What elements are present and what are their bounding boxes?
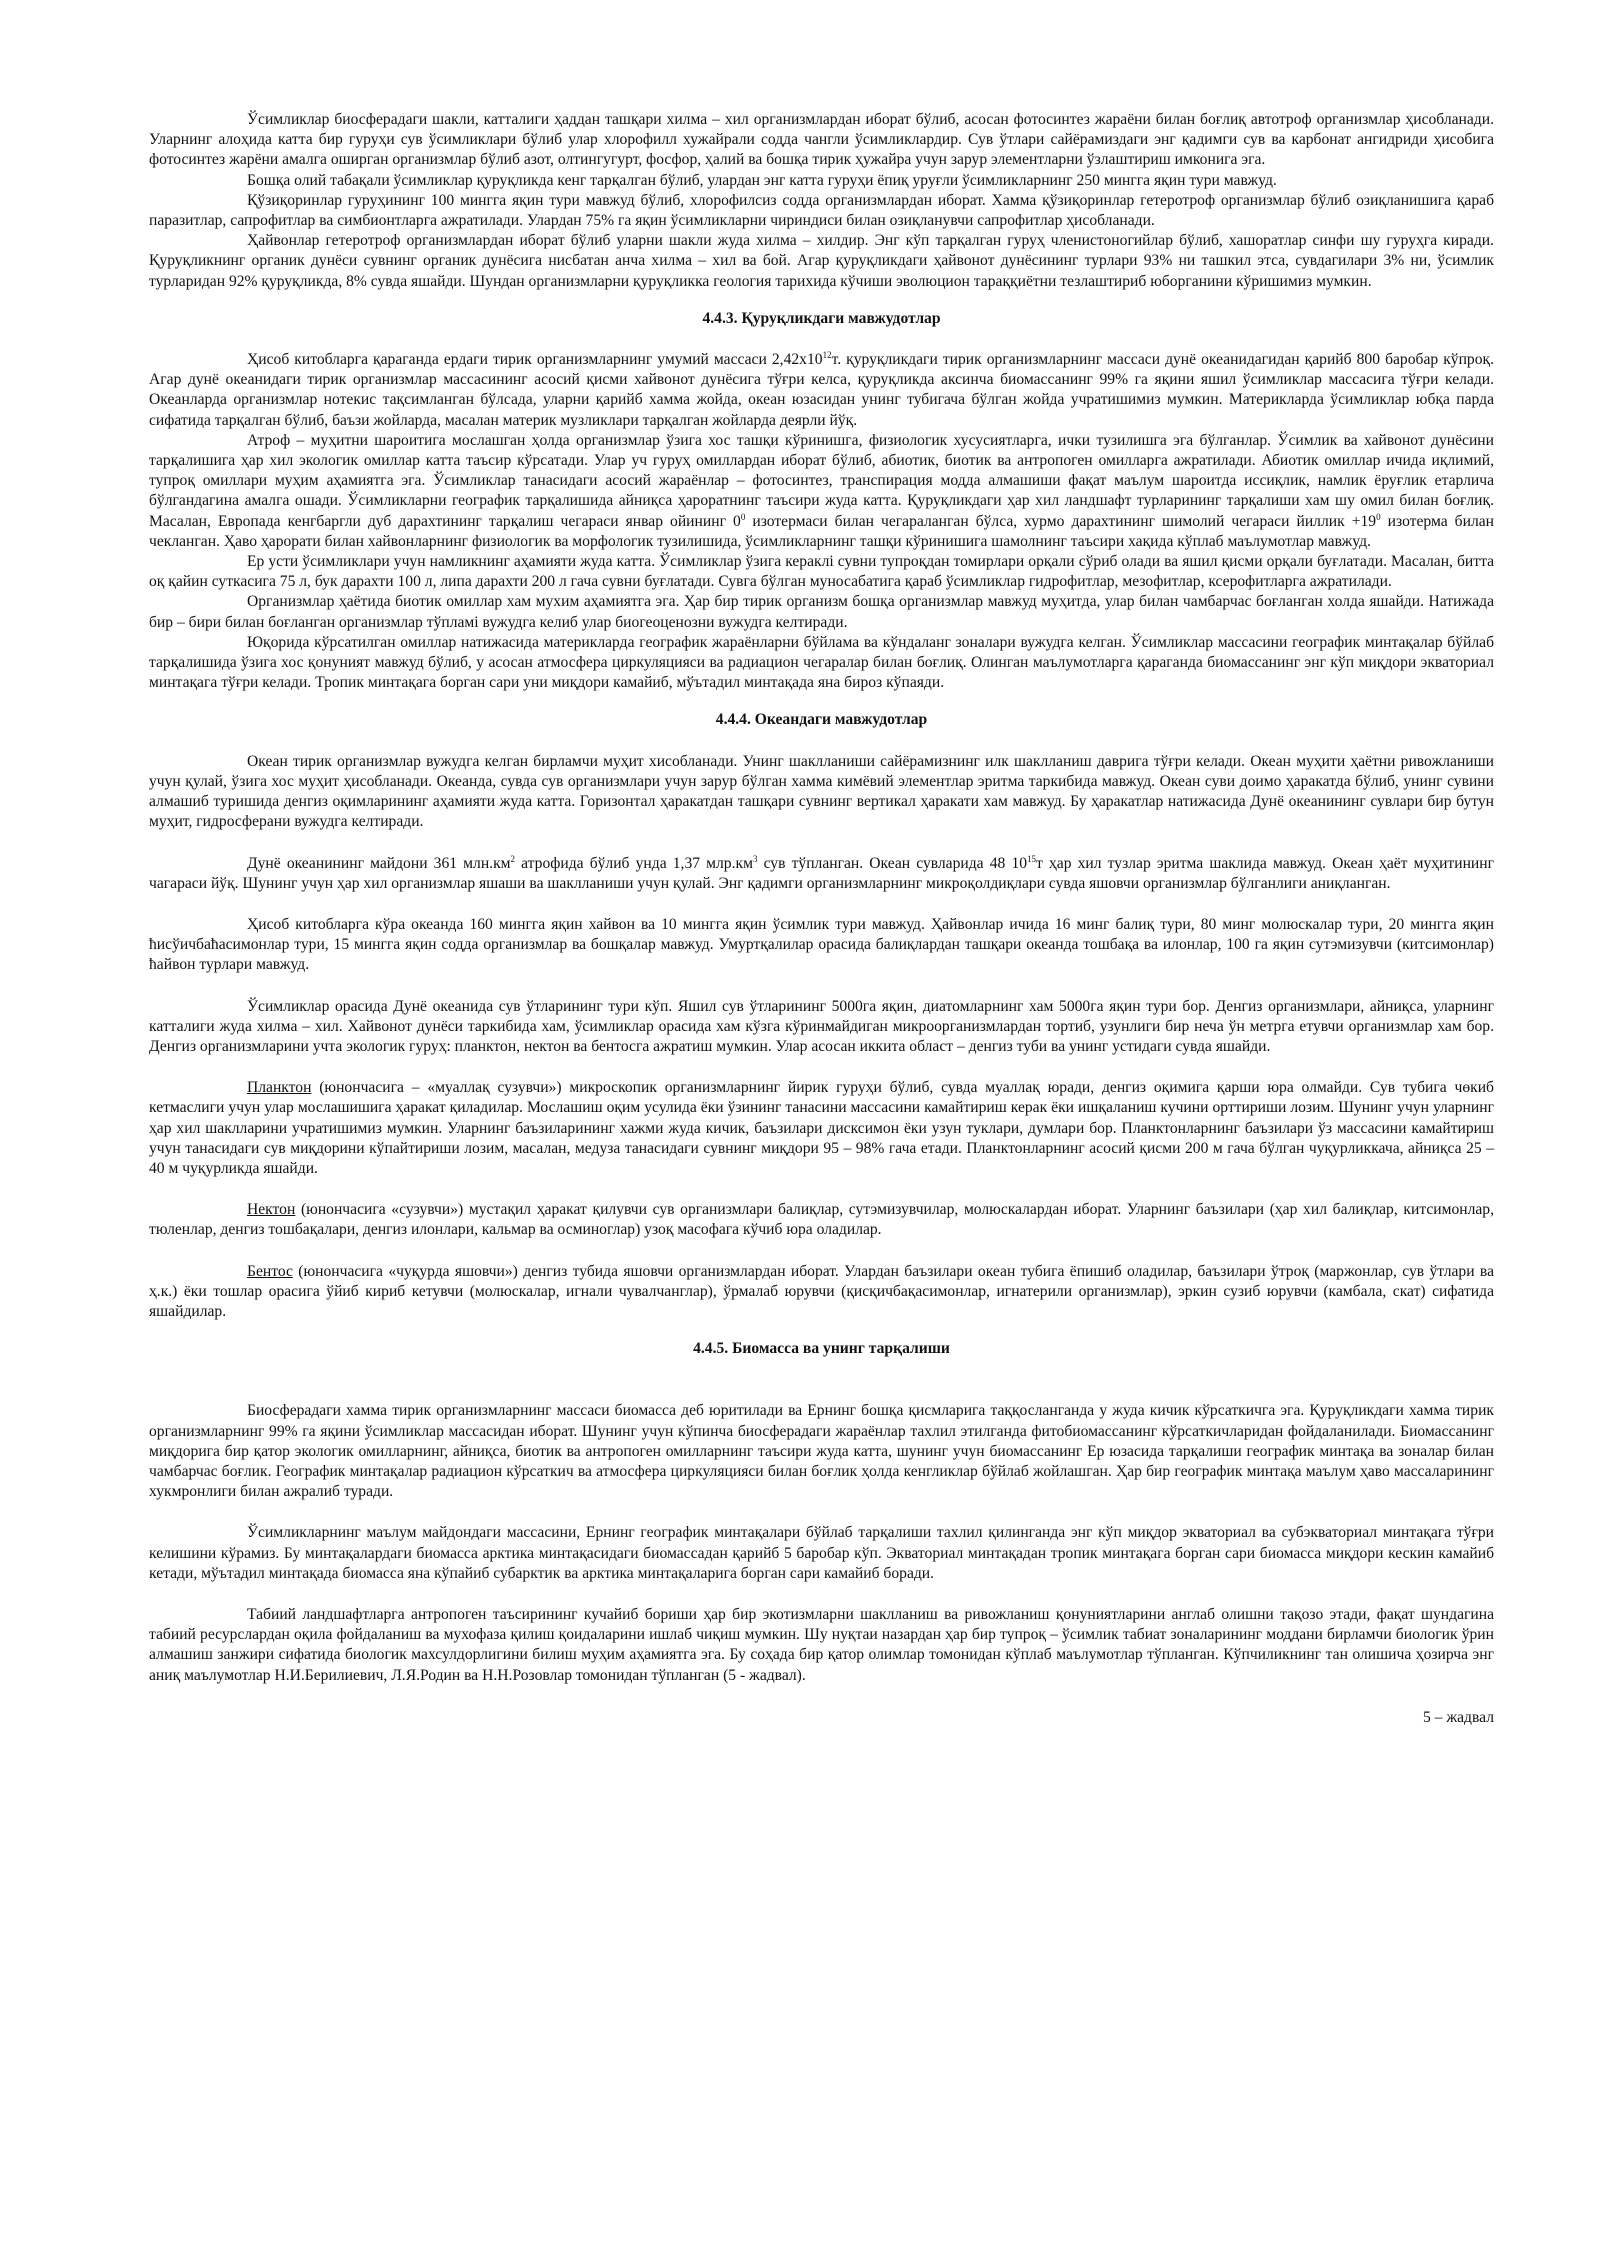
paragraph-moisture: Ер усти ўсимликлари учун намликнинг аҳамияти жуда катта. Ўсимликлар ўзига кераклi сувни тупроқдан томирлари орқали сўриб олади ва яшил қисми орқали буғлатади. Масалан, битта оқ қайин суткасига 75 л, бук дарахти 100 л, липа дарахти 200 л гача сувни буғлатади. Сувга бўлган муносабатига қараб ўсимликлар гидрофитлар, мезофитлар, ксерофитларга ажратилади. [149, 553, 1494, 591]
paragraph-animals: Ҳайвонлар гетеротроф организмлардан иборат бўлиб уларни шакли жуда хилма – хилдир. Энг кўп тарқалган гуруҳ членистоногийлар бўлиб, хашоратлар синфи шу гуруҳга киради. Қуруқликнинг органик дунёси сувнинг органик дунёсига нисбатан анча хилма – хил ва бой. Агар қуруқликдаги ҳайвонот дунёсининг турлари 93% ни ташкил этса, сувдагилари 3% ни, ўсимлик турларидан 92% қуруқликда, 8% сувда яшайди. Шундан организмларни қуруқликка геология тарихида кўчиши эволюцион тараққиётни тезлаштириб юборганини кўришимиз мумкин. [149, 232, 1494, 290]
paragraph-plants-intro: Ўсимликлар биосферадаги шакли, катталиги ҳаддан ташқари хилма – хил организмлардан иборат бўлиб, асосан фотосинтез жараёни билан боғлиқ автотроф организмлар ҳисобланади. Уларнинг алоҳида катта бир гуруҳи сув ўсимликлари бўлиб улар хлорофилл хужайрали содда чангли ўсимликлардир. Сув ўтлари сайёрамиздаги энг қадимги сув ва карбонат ангидриди ҳисобига фотосинтез жарёни амалга оширган организмлар бўлиб азот, олтингугурт, фосфор, ҳалий ва бошқа тирик ҳужайра учун зарур элементларни ўзлаштириш имконига эга. [149, 111, 1494, 169]
paragraph-ocean-plants: Ўсимликлар орасида Дунё океанида сув ўтларининг тури кўп. Яшил сув ўтларининг 5000га яқин, диатомларнинг хам 5000га яқин тури бор. Денгиз организмлари, айниқса, уларнинг катталиги жуда хилма – хил. Хайвонот дунёси таркибида хам, ўсимликлар орасида хам кўзга кўринмайдиган микроорганизмлардан тортиб, узунлиги бир неча ўн метрга етувчи организмлар хам бор. Денгиз организмларини учта экологик гуруҳ: планктон, нектон ва бентосга ажратиш мумкин. Улар асосан иккита област – денгиз туби ва унинг устидаги сувда яшайди. [149, 997, 1494, 1055]
term-benthos: Бентос [247, 1262, 293, 1280]
paragraph-land-biomass: Ҳисоб китобларга қараганда ердаги тирик организмларнинг умумий массаси $2,42х10^{12}т$. қуруқликдаги тирик организмларнинг массаси дунё океанидагидан қарийб 800 баробар кўпроқ. Агар дунё океанидаги тирик организмлар массасининг асосий қисми хайвонот дунёсига тўғри келса, қуруқликда аксинча биомассанинг 99% га яқини яшил ўсимликлар массасига тўғри келади. Океанларда организмлар нотекис тақсимланган бўлсада, уларни қарийб хамма жойда, океан юзасидан унинг тубигача бўлган жойда учратишимиз мумкин. Материкларда ўсимликлар юбқа парда сифатида тарқалган бўлиб, баъзи жойларда, масалан материк музликлари тарқалган жойларда деярли йўқ. [149, 349, 1494, 429]
paragraph-biomass-distribution: Ўсимликларнинг маълум майдондаги массасини, Ернинг географик минтақалари бўйлаб тарқалиши тахлил қилинганда энг кўп миқдор экваториал ва субэкваториал минтақага тўғри келишини кўрамиз. Бу минтақалардаги биомасса арктика минтақасидаги биомассадан қарийб 5 баробар кўп. Экваториал минтақадан тропик минтақага борган сари биомасса миқдори кескин камайиб кетади, мўътадил минтақада биомасса яна кўпайиб субарктик ва арктика минтақаларига борган сари камайиб боради. [149, 1524, 1494, 1582]
table-reference: 5 – жадвал [1422, 1708, 1494, 1726]
paragraph-benthos: Бентос (юнончасига «чуқурда яшовчи») денгиз тубида яшовчи организмлардан иборат. Улардан баъзилари океан тубига ёпишиб оладилар, баъзилари ўтроқ (маржонлар, сув ўтлари ва ҳ.к.) ёки тошлар орасига ўйиб кириб кетувчи (молюскалар, игнали чувалчанглар), ўрмалаб юрувчи (қисқичбақасимонлар, игнатерили организмлар), эркин сузиб юрувчи (камбала, скат) сифатида яшайдилар. [149, 1262, 1494, 1320]
paragraph-biotic-factors: Организмлар ҳаётида биотик омиллар хам мухим аҳамиятга эга. Ҳар бир тирик организм бошқа организмлар мавжуд муҳитда, улар билан чамбарчас боғланган холда яшайди. Натижада бир – бири билан боғланган организмлар тўпламi вужудга келиб улар биогеоценозни вужудга келтиради. [149, 593, 1494, 631]
section-heading-land: 4.4.3. Қуруқликдаги мавжудотлар [702, 309, 941, 327]
paragraph-biomass-definition: Биосферадаги хамма тирик организмларнинг массаси биомасса деб юритилади ва Ернинг бошқа қисмларига таққосланганда у жуда кичик кўрсаткичга эга. Қуруқликдаги хамма тирик организмларнинг 99% га яқини ўсимликлар массасидан иборат. Шунинг учун кўпинча биосферадаги жараёнлар тахлил этилганда фитобиомассанинг кўрсаткичларидан фойдаланилади. Биомассанинг миқдорига бир қатор экологик омилларнинг, айниқса, биотик ва антропоген омилларнинг таъсири жуда катта, шунинг учун биомассанинг Ер юзасида тарқалиши географик минтақа ва зоналар билан чамбарчас боғлик. Географик минтақалар радиацион кўрсаткич ва атмосфера циркуляцияси билан боғлик ҳолда кенгликлар бўйлаб жойлашган. Ҳар бир географик минтақа маълум ҳаво массаларининг хукмронлиги билан ажралиб туради. [149, 1402, 1494, 1501]
paragraph-fungi: Қўзиқоринлар гуруҳининг 100 мингга яқин тури мавжуд бўлиб, хлорофилсиз содда организмлардан иборат. Хамма қўзиқоринлар гетеротроф организмлар бўлиб озиқланишига қараб паразитлар, сапрофитлар ва симбионтларга ажратилади. Улардан 75% га яқин ўсимликларни чириндиси билан озиқланувчи сапрофитлар ҳисобланади. [149, 191, 1494, 230]
paragraph-plankton: Планктон (юнончасига – «муаллақ сузувчи») микроскопик организмларнинг йирик гуруҳи бўлиб, сувда муаллақ юради, денгиз оқимига қарши юра олмайди. Сув тубига чөкиб кетмаслиги учун улар мослашишига ҳаракат қиладилар. Мослашиш оқим усулида ёки ўзининг танасини массасини камайтириш керак ёки ишқаланиш кучини орттириши лозим. Шунинг учун уларнинг ҳар хил шаклларини учратишимиз мумкин. Уларнинг баъзиларининг хажми жуда кичик, баъзилари дисксимон ёки узун туклари, думлари бор. Планктонларнинг баъзилари ўз массасини камайтириш учун танасидаги сув миқдорини кўпайтириши лозим, масалан, медуза танасидаги сувнинг миқдори 95 – 98% гача етади. Планктонларнинг асосий қисми 200 м гача бўлган чуқурликкача, айниқса 25 – 40 м чуқурликда яшайди. [149, 1079, 1494, 1177]
paragraph-ocean-species: Ҳисоб китобларга кўра океанда 160 мингга яқин хайвон ва 10 мингга яқин ўсимлик тури мавжуд. Ҳайвонлар ичида 16 минг балиқ тури, 80 минг молюскалар тури, 20 мингга яқин ћисўичбаћасимонлар тури, 15 мингга яқин содда организмлар ва бошқалар мавжуд. Умуртқалилар орасида балиқлардан ташқари океанда тошбақа ва илонлар, 100 га яқин сутэмизувчи (китсимонлар) ћайвон турлари мавжуд. [149, 915, 1494, 974]
section-heading-ocean: 4.4.4. Океандаги мавжудотлар [715, 711, 928, 729]
term-nekton: Нектон [247, 1201, 296, 1219]
paragraph-ocean-environment: Океан тирик организмлар вужудга келган бирламчи муҳит хисобланади. Унинг шаклланиши сайёрамизнинг илк шаклланиш даврига тўғри келади. Океан муҳити ҳаётни ривожланиши учун қулай, ўзига хос муҳит ҳисобланади. Океанда, сувда сув организмлари учун зарур бўлган хамма кимёвий элементлар эритма таркибида мавжуд. Океан суви доимо ҳаракатда бўлиб, унинг сувини алмашиб туришида денгиз оқимларининг аҳамияти жуда катта. Горизонтал ҳаракатдан ташқари сувнинг вертикал ҳаракати хам мавжуд. Бу ҳаракатлар натижасида Дунё океанининг сувлари бир бутун муҳит, гидросферани вужудга келтиради. [149, 752, 1494, 831]
paragraph-higher-plants: Бошқа олий табақали ўсимликлар қуруқликда кенг тарқалган бўлиб, улардан энг катта гуруҳи ёпиқ уруғли ўсимликларнинг 250 мингга яқин тури мавжуд. [247, 171, 1277, 189]
paragraph-geographic-zones: Юқорида кўрсатилган омиллар натижасида материкларда географик жараёнларни бўйлама ва кўндаланг зоналари вужудга келган. Ўсимликлар массасини географик минтақалар бўйлаб тарқалишида ўзига хос қонуният мавжуд бўлиб, у асосан атмосфера циркуляцияси ва радиацион чегаралар билан боғлиқ. Олинган маълумотларга қараганда биомассанинг энг кўп миқдори экваториал минтақага тўғри келади. Тропик минтақага борган сари уни миқдори камайиб, мўътадил минтақада яна бироз кўпаяди. [149, 633, 1494, 692]
paragraph-environment-factors: Атроф – муҳитни шароитига мослашган ҳолда организмлар ўзига хос ташқи кўринишга, физиологик хусусиятларга, ички тузилишга эга бўлганлар. Ўсимлик ва хайвонот дунёсини тарқалишига ҳар хил экологик омиллар катта таъсир кўрсатади. Улар уч гуруҳ омиллардан иборат бўлиб, абиотик, биотик ва антропоген омилларга ажратилади. Абиотик омиллар ичида иқлимий, тупроқ омиллари муҳим аҳамиятга эга. Ўсимликлар танасидаги асосий жараёнлар – фотосинтез, транспирация модда алмашиши фақат маълум шароитда иссиқлик, намлик ёруғлик етарлича бўлгандагина амалга ошади. Ўсимликларни географик тарқалишида айниқса ҳароратнинг таъсири жуда катта. Қуруқликдаги ҳар хил ландшафт турларининг тарқалиши хам шу омил билан боғлиқ. Масалан, Европада кенгбаргли дуб дарахтининг тарқалиш чегараси январ ойининг $0^0$ изотермаси билан чегараланган бўлса, хурмо дарахтининг шимолий чегараси йиллик $+19^0$ изотерма билан чекланган. Ҳаво ҳарорати билан хайвонларнинг физиологик ва морфологик тузилишида, ўсимликларнинг ташқи кўринишига шамолнинг таъсири хақида кўплаб маълумотлар мавжуд. [149, 431, 1495, 550]
paragraph-nekton: Нектон (юнончасига «сузувчи») мустақил ҳаракат қилувчи сув организмлари балиқлар, сутэмизувчилар, молюскалардан иборат. Уларнинг баъзилари (ҳар хил балиқлар, китсимонлар, тюленлар, денгиз тошбақалари, денгиз илонлари, кальмар ва осминоглар) узоқ масофага кўчиб юра оладилар. [149, 1201, 1494, 1239]
paragraph-ocean-area: Дунё океанининг майдони 361 $млн.км^2$ атрофида бўлиб унда 1,37 $млр.км^3$ сув тўпланган. Океан сувларида 48 $10^{15}т$ ҳар хил тузлар эритма шаклида мавжуд. Океан ҳаёт муҳитининг чагараси йўқ. Шунинг учун ҳар хил организмлар яшаши ва шаклланиши учун қулай. Энг қадимги организмларнинг микроқолдиқлари сувда яшовчи организмлар бўлганлиги аниқланган. [149, 853, 1495, 892]
paragraph-anthropogenic-impact: Табиий ландшафтларга антропоген таъсирининг кучайиб бориши ҳар бир экотизмларни шаклланиш ва ривожланиш қонуниятларини англаб олишни тақозо этади, фақат шундагина табиий ресурслардан оқила фойдаланиш ва мухофаза қилиш қоидаларини ишлаб чиқиш мумкин. Шу нуқтаи назардан ҳар бир тупроқ – ўсимлик табиат зоналарининг моддани бирламчи биологик ўрин алмашиш занжири сифатида биологик махсулдорлигини билиш муҳим аҳамиятга эга. Бу соҳада бир қатор олимлар томонидан кўплаб маълумотлар тўпланган. Кўпчиликнинг тан олишича ҳозирча энг аниқ маълумотлар Н.И.Берилиевич, Л.Я.Родин ва Н.Н.Розовлар томонидан тўпланган (5 - жадвал). [149, 1605, 1494, 1684]
section-heading-biomass: 4.4.5. Биомасса ва унинг тарқалиши [693, 1340, 950, 1358]
term-plankton: Планктон [247, 1079, 312, 1097]
